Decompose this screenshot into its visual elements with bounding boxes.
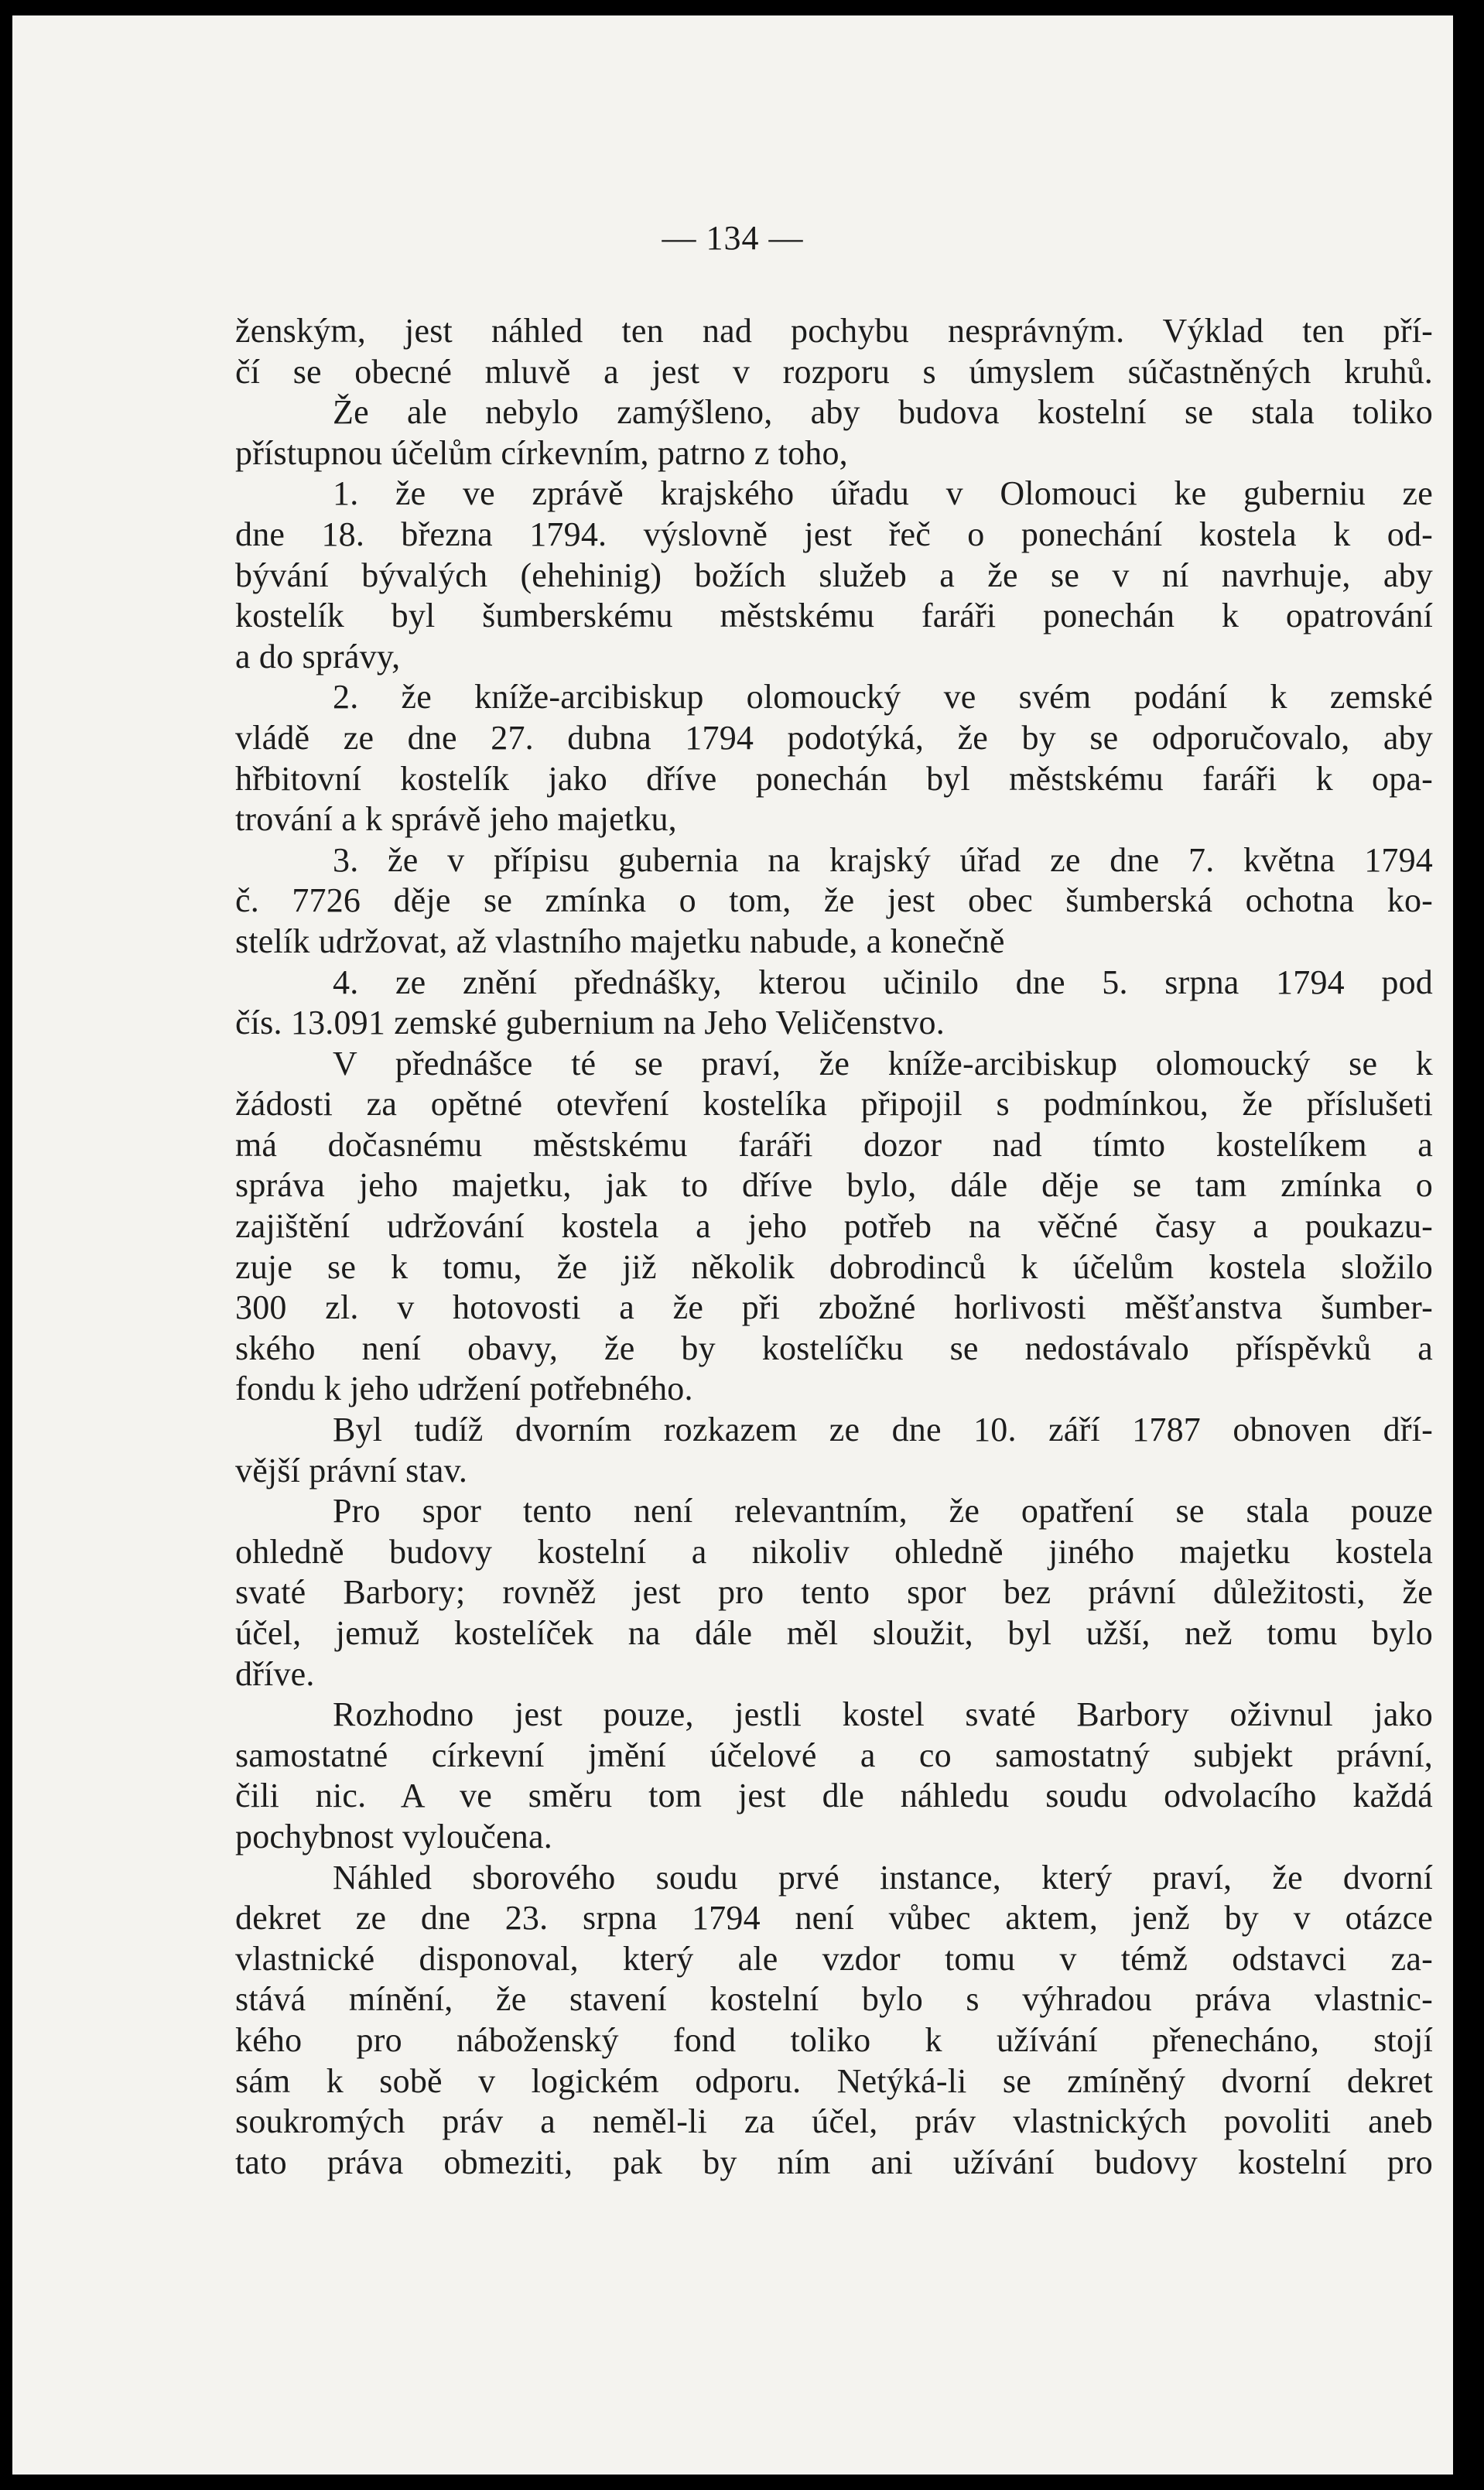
text-line: stelík udržovat, až vlastního majetku nabude, a konečně bbox=[235, 922, 1005, 960]
text-line: kostelík byl šumberskému městskému faráři ponechán k opatrování bbox=[235, 597, 1433, 635]
text-line: svaté Barbory; rovněž jest pro tento spor bez právní důležitosti, že bbox=[235, 1573, 1433, 1612]
text-line: Že ale nebylo zamýšleno, aby budova kostelní se stala toliko bbox=[333, 393, 1433, 432]
text-line: 300 zl. v hotovosti a že při zbožné horlivosti měšťanstva šumber- bbox=[235, 1288, 1433, 1327]
text-line: 3. že v přípisu gubernia na krajský úřad ze dne 7. května 1794 bbox=[333, 840, 1433, 879]
text-line: 1. že ve zprávě krajského úřadu v Olomouci ke guberniu ze bbox=[333, 474, 1433, 513]
text-line: vládě ze dne 27. dubna 1794 podotýká, že by se odporučovalo, aby bbox=[235, 718, 1433, 757]
text-line: Rozhodno jest pouze, jestli kostel svaté Barbory oživnul jako bbox=[333, 1695, 1433, 1734]
text-line: Náhled sborového soudu prvé instance, který praví, že dvorní bbox=[333, 1858, 1433, 1897]
text-line: sám k sobě v logickém odporu. Netýká-li se zmíněný dvorní dekret bbox=[235, 2061, 1433, 2100]
text-line: dříve. bbox=[235, 1654, 315, 1693]
text-line: dekret ze dne 23. srpna 1794 není vůbec aktem, jenž by v otázce bbox=[235, 1899, 1433, 1938]
text-line: V přednášce té se praví, že kníže-arcibiskup olomoucký se k bbox=[333, 1044, 1433, 1083]
text-line: bývání bývalých (ehehinig) božích služeb a že se v ní navrhuje, aby bbox=[235, 556, 1433, 594]
text-line: žádosti za opětné otevření kostelíka připojil s podmínkou, že příslušeti bbox=[235, 1085, 1433, 1124]
text-line: ského není obavy, že by kostelíčku se nedostávalo příspěvků a bbox=[235, 1329, 1433, 1367]
text-line: čís. 13.091 zemské gubernium na Jeho Veličenstvo. bbox=[235, 1004, 945, 1042]
text-line: stává mínění, že stavení kostelní bylo s výhradou práva vlastnic- bbox=[235, 1980, 1433, 2019]
text-line: ženským, jest náhled ten nad pochybu nesprávným. Výklad ten pří- bbox=[235, 312, 1433, 350]
text-line: vlastnické disponoval, který ale vzdor tomu v témž odstavci za- bbox=[235, 1939, 1433, 1978]
text-line: soukromých práv a neměl-li za účel, práv vlastnických povoliti aneb bbox=[235, 2102, 1433, 2141]
text-line: samostatné církevní jmění účelové a co samostatný subjekt právní, bbox=[235, 1736, 1433, 1774]
text-line: fondu k jeho udržení potřebného. bbox=[235, 1370, 693, 1408]
text-line: vější právní stav. bbox=[235, 1451, 468, 1490]
text-line: 2. že kníže-arcibiskup olomoucký ve svém podání k zemské bbox=[333, 678, 1433, 717]
text-line: zajištění udržování kostela a jeho potřeb na věčné časy a poukazu- bbox=[235, 1207, 1433, 1246]
text-line: čí se obecné mluvě a jest v rozporu s úmyslem súčastněných kruhů. bbox=[235, 352, 1433, 391]
text-line: přístupnou účelům církevním, patrno z toho, bbox=[235, 433, 848, 472]
text-line: č. 7726 děje se zmínka o tom, že jest obec šumberská ochotna ko- bbox=[235, 881, 1433, 920]
text-line: kého pro náboženský fond toliko k užívání přenecháno, stojí bbox=[235, 2020, 1433, 2059]
document-page bbox=[12, 15, 1453, 2475]
text-line: a do správy, bbox=[235, 637, 401, 676]
page-number: — 134 — bbox=[662, 219, 804, 257]
text-line: hřbitovní kostelík jako dříve ponechán byl městskému faráři k opa- bbox=[235, 759, 1433, 798]
text-line: čili nic. A ve směru tom jest dle náhledu soudu odvolacího každá bbox=[235, 1777, 1433, 1815]
text-line: správa jeho majetku, jak to dříve bylo, dále děje se tam zmínka o bbox=[235, 1166, 1433, 1205]
text-line: zuje se k tomu, že již několik dobrodinců k účelům kostela složilo bbox=[235, 1247, 1433, 1286]
text-line: dne 18. března 1794. výslovně jest řeč o ponechání kostela k od- bbox=[235, 515, 1433, 553]
text-line: trování a k správě jeho majetku, bbox=[235, 800, 677, 839]
text-line: ohledně budovy kostelní a nikoliv ohledně jiného majetku kostela bbox=[235, 1532, 1433, 1571]
text-line: účel, jemuž kostelíček na dále měl sloužit, byl užší, než tomu bylo bbox=[235, 1614, 1433, 1652]
text-line: Byl tudíž dvorním rozkazem ze dne 10. září 1787 obnoven dří- bbox=[333, 1411, 1433, 1449]
text-line: má dočasnému městskému faráři dozor nad tímto kostelíkem a bbox=[235, 1125, 1433, 1164]
text-line: 4. ze znění přednášky, kterou učinilo dne 5. srpna 1794 pod bbox=[333, 963, 1433, 1001]
text-line: pochybnost vyloučena. bbox=[235, 1817, 552, 1856]
body-text bbox=[235, 311, 1433, 2183]
text-line: Pro spor tento není relevantním, že opatření se stala pouze bbox=[333, 1492, 1433, 1531]
text-line: tato práva obmeziti, pak by ním ani užívání budovy kostelní pro bbox=[235, 2143, 1433, 2181]
